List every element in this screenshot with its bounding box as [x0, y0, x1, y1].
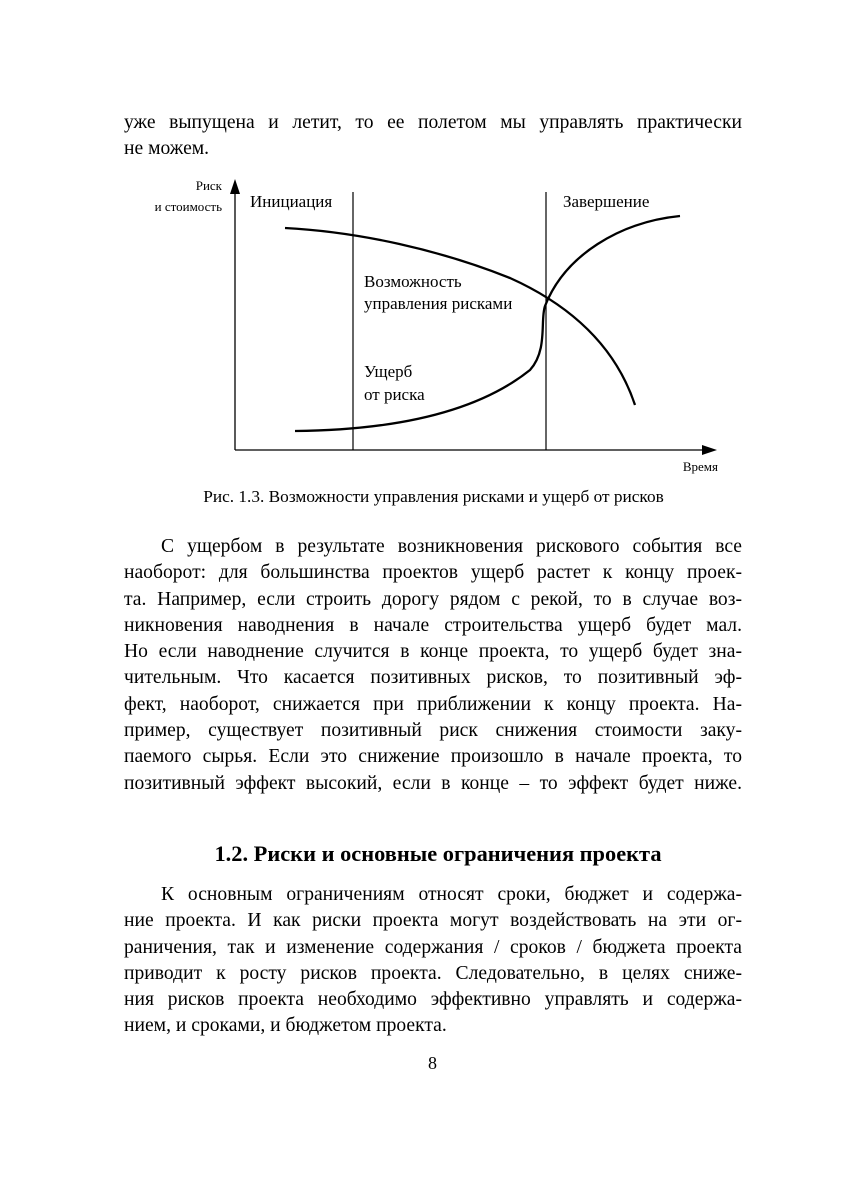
text-line: К основным ограничениям относят сроки, бюджет и содержа- [161, 884, 742, 905]
text-line: С ущербом в результате возникновения рискового события все [161, 536, 742, 557]
damage-curve-label-line1: Ущерб [364, 362, 413, 381]
text-line: ние проекта. И как риски проекта могут воздействовать на эти ог- [124, 910, 742, 932]
text-line: наоборот: для большинства проектов ущерб растет к концу проек- [124, 562, 742, 584]
x-axis-label: Время [682, 459, 718, 474]
text-line: нием, и сроками, и бюджетом проекта. [124, 1015, 447, 1037]
text-line: раничения, так и изменение содержания / сроков / бюджета проекта [124, 936, 742, 958]
text-line: уже выпущена и летит, то ее полетом мы управлять практически [124, 112, 742, 133]
section-heading: 1.2. Риски и основные ограничения проекта [214, 841, 662, 866]
x-axis-arrow-icon [702, 445, 717, 455]
text-line: ния рисков проекта необходимо эффективно управлять и содержа- [124, 989, 742, 1011]
page-number: 8 [428, 1053, 437, 1073]
text-line: паемого сырья. Если это снижение произошло в начале проекта, то [124, 746, 742, 768]
figure-risk-control-vs-damage [120, 170, 730, 490]
text-line: та. Например, если строить дорогу рядом с рекой, то в случае воз- [124, 588, 742, 610]
phase-completion-label: Завершение [563, 192, 650, 211]
text-line: позитивный эффект высокий, если в конце – то эффект будет ниже. [124, 772, 742, 794]
text-line: приводит к росту рисков проекта. Следовательно, в целях сниже- [124, 962, 742, 984]
text-line: чительным. Что касается позитивных рисков, то позитивный эф- [124, 667, 742, 689]
text-line: фект, наоборот, снижается при приближении к концу проекта. На- [124, 693, 742, 715]
text-line: пример, существует позитивный риск снижения стоимости заку- [124, 720, 742, 742]
paragraph-damage [124, 534, 742, 797]
paragraph-constraints [124, 882, 742, 1040]
text-line: никновения наводнения в начале строительства ущерб будет мал. [124, 614, 742, 636]
y-axis-label-line2: и стоимость [154, 199, 222, 214]
control-curve-label-line1: Возможность [364, 272, 462, 291]
control-curve-label-line2: управления рисками [364, 294, 513, 313]
text-line: не можем. [124, 138, 210, 160]
figure-diagram [120, 170, 730, 490]
damage-curve-label-line2: от риска [364, 385, 425, 404]
phase-initiation-label: Инициация [250, 192, 333, 211]
y-axis-arrow-icon [230, 179, 240, 194]
figure-caption: Рис. 1.3. Возможности управления рисками и ущерб от рисков [203, 487, 664, 506]
paragraph-continuation [124, 110, 742, 163]
y-axis-label-line1: Риск [195, 178, 222, 193]
text-line: Но если наводнение случится в конце проекта, то ущерб будет зна- [124, 641, 742, 663]
